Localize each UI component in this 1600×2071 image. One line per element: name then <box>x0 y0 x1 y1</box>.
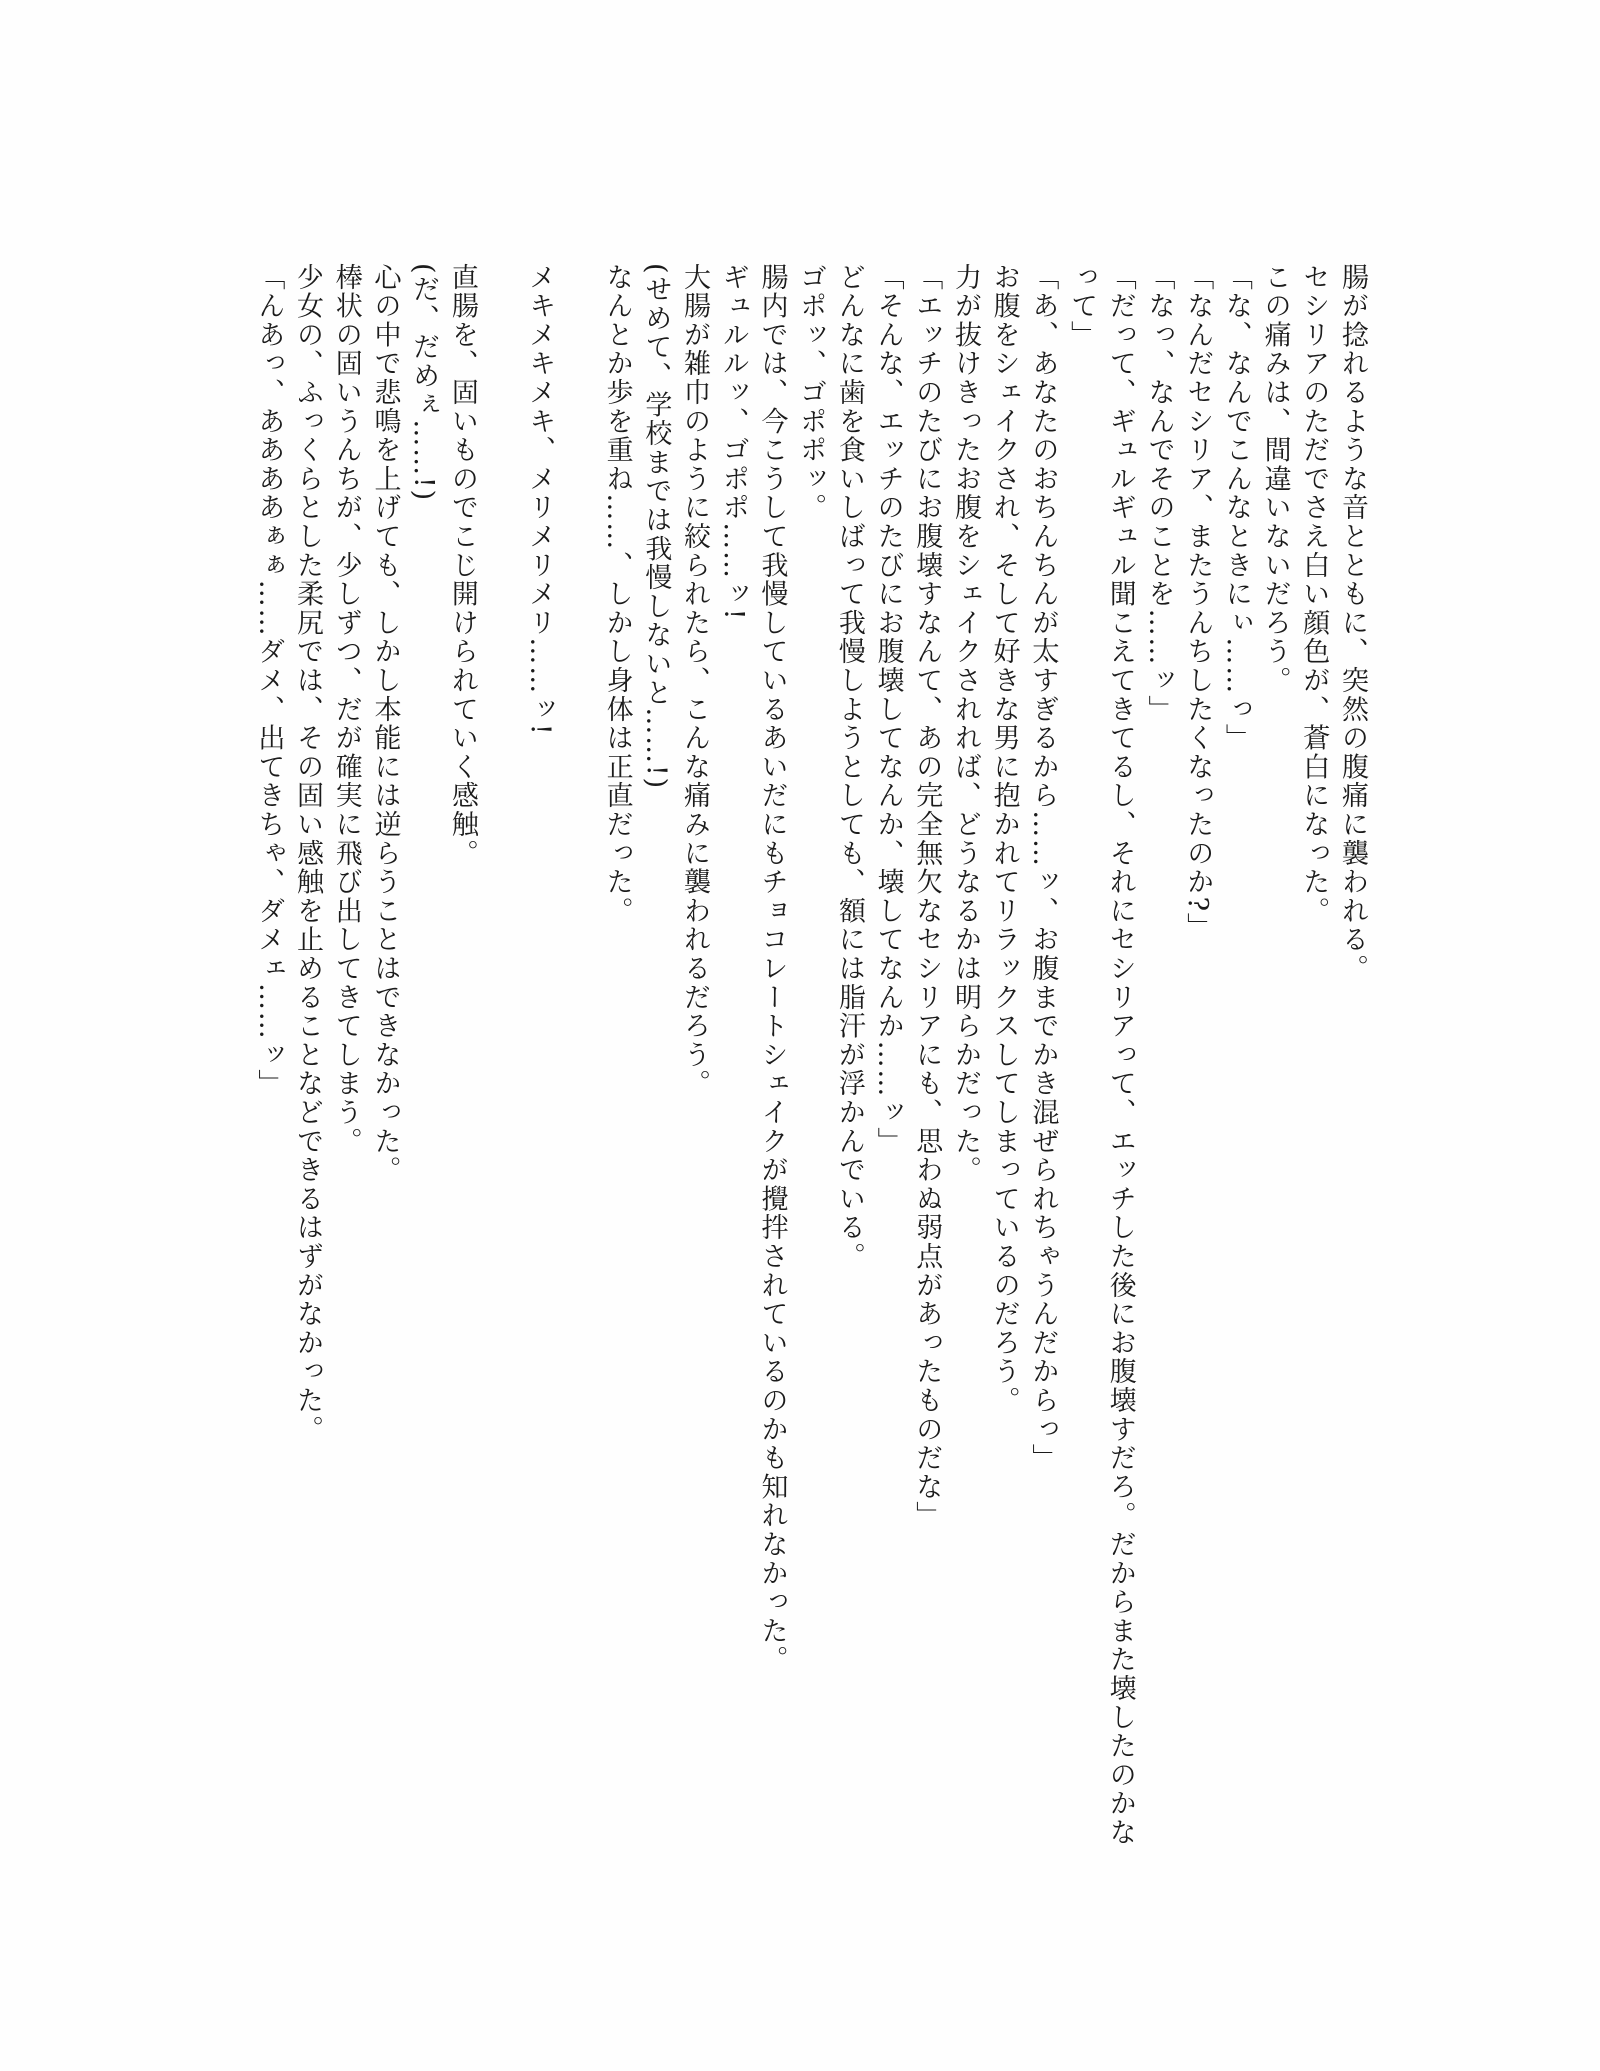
text-column: 「な、なんでこんなときにぃ……っ」 <box>1220 263 1252 753</box>
text-column: 「なっ、なんでそのことを……ッ」 <box>1143 263 1175 724</box>
text-column: 「だって、ギュルギュル聞こえてきてるし、それにセシリアって、エッチした後にお腹壊すだろ。だからまた壊したのかな <box>1104 263 1136 1847</box>
text-column: 「そんな、エッチのたびにお腹壊してなんか、壊してなんか……ッ」 <box>872 263 904 1156</box>
text-column: どんなに歯を食いしばって我慢しようとしても、額には脂汗が浮かんでいる。 <box>833 263 865 1271</box>
text-column: って」 <box>1066 263 1098 350</box>
text-column: 腸が捻れるような音とともに、突然の腹痛に襲われる。 <box>1337 263 1368 983</box>
text-column: 腸内では、今こうして我慢しているあいだにもチョコレートシェイクが攪拌されているのかも知れなかった。 <box>756 263 788 1675</box>
text-column: お腹をシェイクされ、そして好きな男に抱かれてリラックスしてしまっているのだろう。 <box>988 263 1020 1415</box>
text-column: ゴポッ、ゴポポッ。 <box>795 263 827 523</box>
text-column: 「んあっ、ああああぁぁ……ダメ、出てきちゃ、ダメェ……ッ」 <box>253 263 285 1099</box>
blank-column <box>481 263 520 1851</box>
vertical-text-block <box>249 263 1371 1851</box>
text-column: 少女の、ふっくらとした柔尻では、その固い感触を止めることなどできるはずがなかった。 <box>292 263 324 1444</box>
text-column: (だ、だめぇ……!) <box>408 263 440 502</box>
text-column: 力が抜けきったお腹をシェイクされれば、どうなるかは明らかだった。 <box>949 263 981 1185</box>
text-column: セシリアのただでさえ白い顔色が、蒼白になった。 <box>1298 263 1330 926</box>
text-column: メキメキメキ、メリメリメリ……ッ! <box>524 263 556 737</box>
text-column: 心の中で悲鳴を上げても、しかし本能には逆らうことはできなかった。 <box>369 263 401 1185</box>
text-column: (せめて、学校までは我慢しないと……!) <box>640 263 672 790</box>
text-column: 「エッチのたびにお腹壊すなんて、あの完全無欠なセシリアにも、思わぬ弱点があったものだな」 <box>911 263 943 1531</box>
text-column: なんとか歩を重ね……、しかし身体は正直だった。 <box>601 263 633 926</box>
text-column: 大腸が雑巾のように絞られたら、こんな痛みに襲われるだろう。 <box>679 263 711 1099</box>
text-column: 棒状の固いうんちが、少しずつ、だが確実に飛び出してきてしまう。 <box>330 263 362 1156</box>
text-column: 「なんだセシリア、またうんちしたくなったのか?」 <box>1182 263 1214 942</box>
text-column: 直腸を、固いものでこじ開けられていく感触。 <box>446 263 478 868</box>
text-column: 「あ、あなたのおちんちんが太すぎるから……ッ、お腹までかき混ぜられちゃうんだからっ」 <box>1027 263 1059 1473</box>
text-column: この痛みは、間違いないだろう。 <box>1259 263 1291 695</box>
blank-column <box>558 263 597 1851</box>
text-column: ギュルルッ、ゴポポ……ッ! <box>717 263 749 622</box>
